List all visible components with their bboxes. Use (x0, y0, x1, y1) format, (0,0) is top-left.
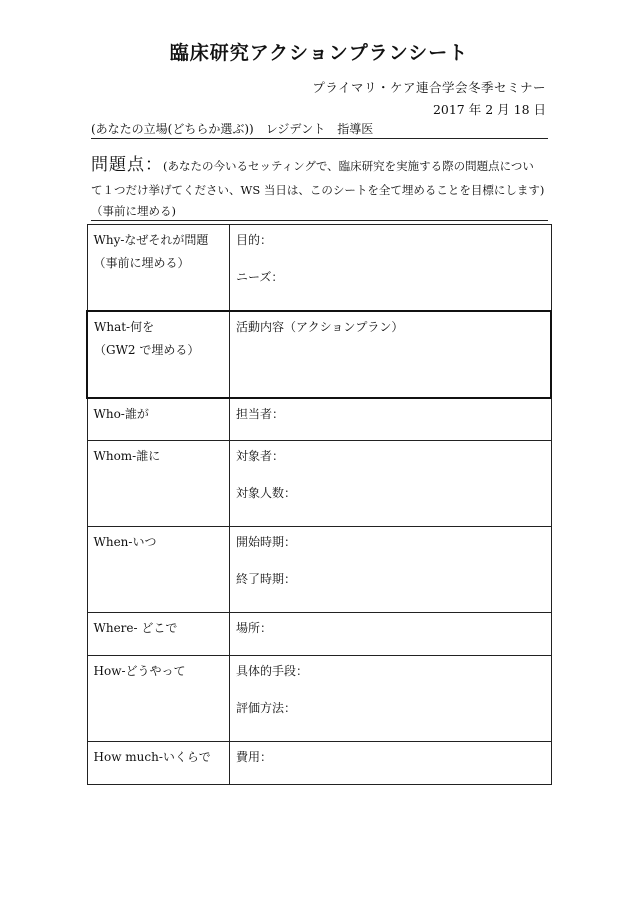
row-label-how-much: How much-いくらで (87, 742, 230, 785)
table-row-why (87, 225, 551, 311)
row-field-whom[interactable] (230, 441, 552, 527)
problem-statement-line-1 (91, 150, 551, 175)
row-label-why-note: （事前に埋める） (93, 256, 190, 270)
action-plan-table (86, 224, 552, 785)
row-label-what-main: What-何を (94, 319, 155, 334)
row-label-when: When-いつ (87, 527, 230, 613)
table-row-who (87, 398, 551, 441)
row-field-when[interactable] (230, 527, 552, 613)
field-label-place: 場所： (236, 621, 273, 635)
row-label-who: Who-誰が (87, 398, 230, 441)
row-label-what (87, 311, 230, 398)
field-label-target: 対象者： (236, 449, 285, 463)
seminar-date: 2017 年 2 月 18 日 (432, 102, 546, 117)
problem-instruction-2: て１つだけ挙げてください、WS 当日は、このシートを全て埋めることを目標にします) (91, 183, 545, 197)
field-label-purpose: 目的： (236, 233, 273, 247)
field-label-means: 具体的手段： (236, 664, 309, 678)
problem-instruction-3: （事前に埋める) (91, 203, 548, 221)
row-field-where[interactable] (230, 613, 552, 656)
row-field-why[interactable] (230, 225, 552, 311)
row-field-how-much[interactable] (230, 742, 552, 785)
role-selection-line: (あなたの立場(どちらか選ぶ)) レジデント 指導医 (91, 120, 548, 139)
table-row-how (87, 656, 551, 742)
row-label-how: How-どうやって (87, 656, 230, 742)
page-title: 臨床研究アクションプランシート (169, 42, 469, 64)
table-row-how-much (87, 742, 551, 785)
row-label-where: Where- どこで (87, 613, 230, 656)
table-row-whom (87, 441, 551, 527)
problem-label: 問題点： (91, 155, 163, 175)
table-row-when (87, 527, 551, 613)
row-label-whom: Whom-誰に (87, 441, 230, 527)
field-label-start: 開始時期： (236, 535, 297, 549)
table-row-what (87, 311, 551, 398)
seminar-name: プライマリ・ケア連合学会冬季セミナー (312, 80, 546, 95)
field-label-target-count: 対象人数： (236, 486, 297, 500)
table-row-where (87, 613, 551, 656)
field-label-needs: ニーズ： (236, 270, 284, 284)
field-label-cost: 費用： (236, 750, 273, 764)
row-label-what-note: （GW2 で埋める） (94, 342, 200, 357)
field-label-activity: 活動内容（アクションプラン） (236, 319, 404, 334)
row-field-what[interactable] (230, 311, 552, 398)
row-field-who[interactable] (230, 398, 552, 441)
field-label-person-in-charge: 担当者： (236, 406, 285, 421)
field-label-end: 終了時期： (236, 572, 297, 586)
field-label-evaluation: 評価方法： (236, 701, 297, 715)
row-field-how[interactable] (230, 656, 552, 742)
row-label-why (87, 225, 230, 311)
row-label-why-main: Why-なぜそれが問題 (93, 233, 209, 247)
problem-instruction-1: (あなたの今いるセッティングで、臨床研究を実施する際の問題点につい (163, 159, 534, 173)
